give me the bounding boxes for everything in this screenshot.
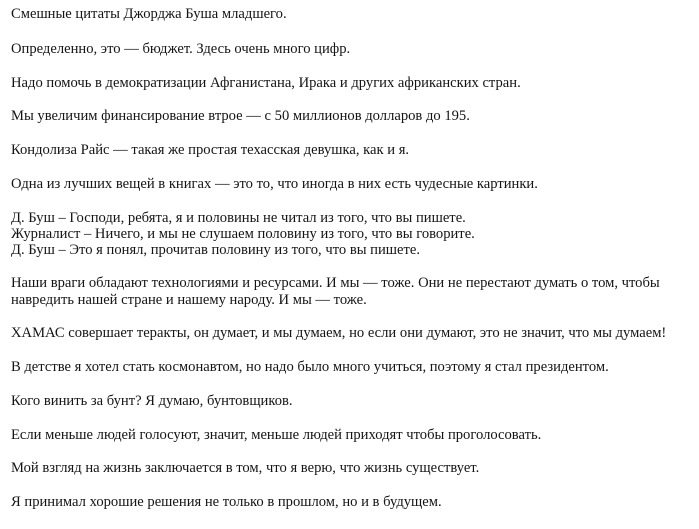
quote-line: Определенно, это — бюджет. Здесь очень много цифр. bbox=[11, 41, 351, 57]
quote-line: Мы увеличим финансирование втрое — с 50 миллионов долларов до 195. bbox=[11, 108, 470, 124]
quote-line: ХАМАС совершает теракты, он думает, и мы думаем, но если они думают, это не значит, что мы думаем! bbox=[11, 325, 667, 341]
quote-line: Я принимал хорошие решения не только в прошлом, но и в будущем. bbox=[11, 494, 442, 510]
quote-line: навредить нашей стране и нашему народу. И мы — тоже. bbox=[11, 292, 367, 308]
quote-line: Мой взгляд на жизнь заключается в том, что я верю, что жизнь существует. bbox=[11, 460, 480, 476]
quote-line: Одна из лучших вещей в книгах — это то, что иногда в них есть чудесные картинки. bbox=[11, 176, 538, 192]
dialogue-line: Д. Буш – Это я понял, прочитав половину из того, что вы пишете. bbox=[11, 242, 421, 258]
quote-line: Кого винить за бунт? Я думаю, бунтовщиков. bbox=[11, 393, 293, 409]
dialogue-line: Д. Буш – Господи, ребята, я и половины не читал из того, что вы пишете. bbox=[11, 210, 466, 226]
dialogue-line: Журналист – Ничего, и мы не слушаем половину из того, что вы говорите. bbox=[11, 226, 475, 242]
quote-line: Надо помочь в демократизации Афганистана, Ирака и других африканских стран. bbox=[11, 75, 521, 91]
quote-line: Наши враги обладают технологиями и ресурсами. И мы — тоже. Они не перестают думать о том, чтобы bbox=[11, 275, 660, 291]
quote-line: Кондолиза Райс — такая же простая техасская девушка, как и я. bbox=[11, 142, 410, 158]
quote-line: Если меньше людей голосуют, значит, меньше людей приходят чтобы проголосовать. bbox=[11, 427, 542, 443]
document-title: Смешные цитаты Джорджа Буша младшего. bbox=[11, 6, 287, 22]
quote-line: В детстве я хотел стать космонавтом, но надо было много учиться, поэтому я стал президентом. bbox=[11, 359, 609, 375]
